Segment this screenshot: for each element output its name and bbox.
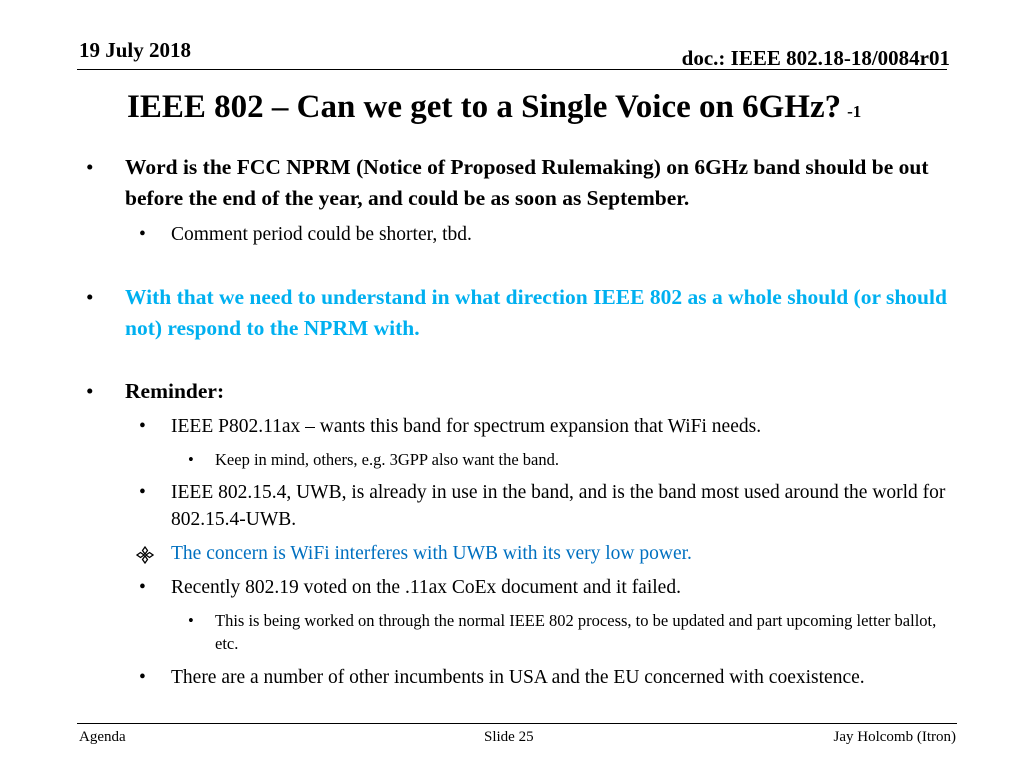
sub-bullet-comment-period (139, 221, 971, 248)
bullet-marker: • (139, 482, 146, 503)
header-date: 19 July 2018 (79, 38, 192, 62)
sub-sub-bullet-ieee-process (188, 609, 955, 655)
header-divider (77, 69, 947, 70)
bullet-reminder-text: Reminder: (125, 379, 225, 403)
sub-sub-bullet-ieee-process-text: This is being worked on through the normal IEEE 802 process, to be updated and part upcoming letter ballot, etc. (215, 611, 937, 653)
sub-bullet-uwb (139, 479, 971, 533)
bullet-nprm-timing (86, 152, 965, 214)
sub-bullet-80211ax-text: IEEE P802.11ax – wants this band for spectrum expansion that WiFi needs. (171, 416, 762, 437)
sub-sub-bullet-3gpp (188, 448, 955, 471)
sub-bullet-incumbents-text: There are a number of other incumbents in USA and the EU concerned with coexistence. (171, 667, 865, 688)
sub-bullet-comment-period-text: Comment period could be shorter, tbd. (171, 224, 472, 245)
bullet-marker: • (86, 155, 94, 179)
header-doc-id: doc.: IEEE 802.18-18/0084r01 (681, 46, 950, 70)
bullet-marker: • (139, 667, 146, 688)
sub-bullet-80219-vote-text: Recently 802.19 voted on the .11ax CoEx document and it failed. (171, 577, 681, 598)
sub-bullet-80219-vote (139, 574, 971, 601)
bullet-marker: • (139, 224, 146, 245)
bullet-marker: • (188, 450, 194, 469)
bullet-marker: • (188, 611, 194, 630)
bullet-marker: • (86, 379, 94, 403)
footer-divider (77, 723, 957, 724)
sub-bullet-wifi-concern-text: The concern is WiFi interferes with UWB with its very low power. (171, 543, 692, 564)
footer-agenda: Agenda (79, 729, 126, 745)
sub-bullet-80211ax (139, 413, 971, 440)
footer-author: Jay Holcomb (Itron) (833, 729, 956, 745)
sub-bullet-uwb-text: IEEE 802.15.4, UWB, is already in use in the band, and is the band most used around the world for 802.15.4-UWB. (171, 482, 946, 530)
slide-title (127, 87, 861, 132)
bullet-ieee-direction (86, 282, 965, 344)
sub-sub-bullet-3gpp-text: Keep in mind, others, e.g. 3GPP also want the band. (215, 450, 560, 469)
bullet-marker: • (86, 285, 94, 309)
bullet-nprm-timing-text: Word is the FCC NPRM (Notice of Proposed Rulemaking) on 6GHz band should be out before the end of the year, and could be as soon as September. (125, 155, 929, 210)
four-diamond-bullet-icon (136, 546, 154, 564)
bullet-marker: • (139, 416, 146, 437)
bullet-reminder (86, 376, 965, 407)
bullet-ieee-direction-text: With that we need to understand in what direction IEEE 802 as a whole should (or should not) respond to the NPRM with. (125, 285, 947, 340)
sub-bullet-wifi-concern (171, 540, 971, 567)
sub-bullet-incumbents (139, 664, 971, 691)
slide-title-text: IEEE 802 – Can we get to a Single Voice on 6GHz? (127, 89, 842, 125)
slide-title-suffix: -1 (847, 102, 862, 121)
bullet-marker: • (139, 577, 146, 598)
footer-slide-number: Slide 25 (484, 729, 534, 745)
